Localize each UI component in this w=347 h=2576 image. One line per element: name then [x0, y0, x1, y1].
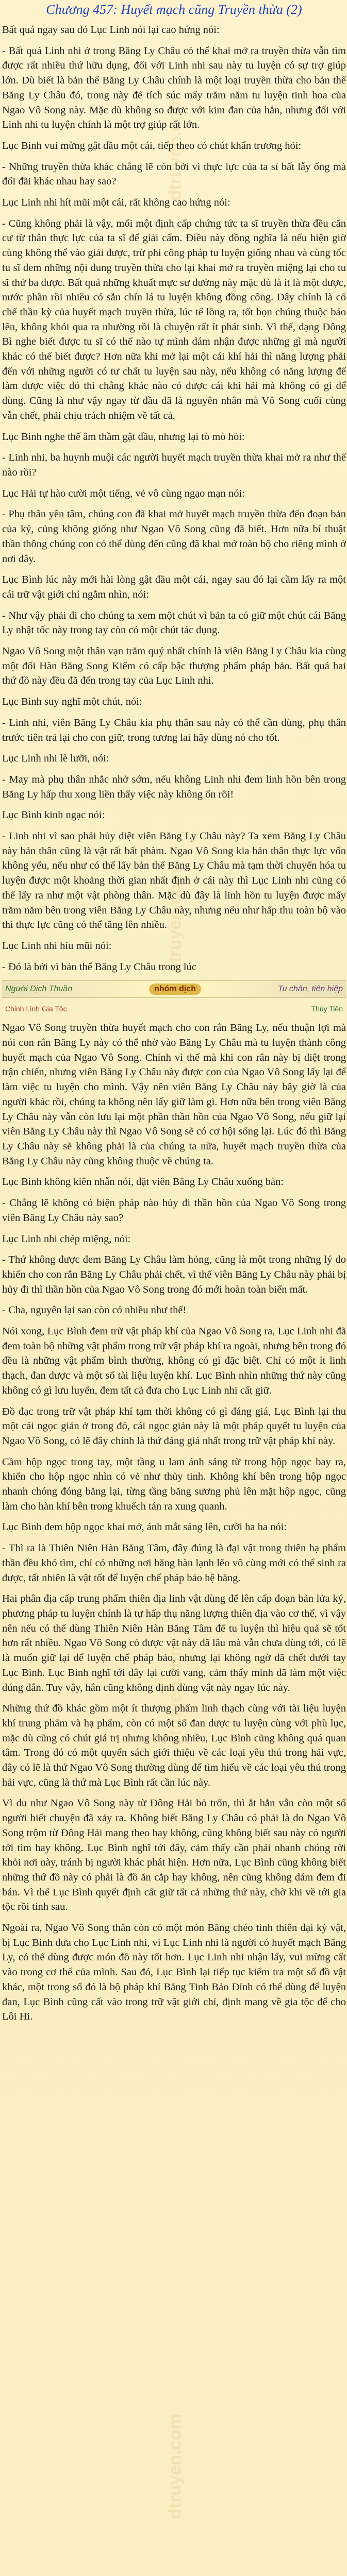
- watermark: dtruyen.com: [165, 2414, 185, 2519]
- paragraph: Lục Linh nhi chép miệng, nói:: [2, 1233, 131, 1245]
- watermark: dtruyen.com: [165, 1641, 185, 1747]
- paragraph: Lục Linh nhi híu mũi nói:: [2, 940, 112, 952]
- banner-genre: Tu chân, tiên hiệp: [277, 985, 343, 994]
- banner-translator: Người Dịch Thuần: [5, 985, 73, 994]
- paragraph: Lục Bình lúc này mới hài lòng gật đầu một cái, ngay sau đó lại cầm lấy ra một cái trữ vật giới chỉ ngắm nhìn, nói:: [2, 574, 346, 600]
- credits-left: Chinh Linh Gia Tộc: [5, 1005, 67, 1013]
- credits-row: [2, 1002, 346, 1015]
- paragraph: - May mà phụ thân nhắc nhở sớm, nếu không Linh nhi đem linh hồn bên trong Băng Ly hấp thu xong liền thấy việc này không ổn rồi!: [2, 773, 346, 800]
- paragraph: - Những truyền thừa khác chẳng lẽ còn bởi vì thực lực của ta sỉ bất lẫy ống mà đối đãi khác nhau hay sao?: [2, 161, 346, 188]
- watermark: dtruyen.com: [165, 95, 185, 201]
- paragraph: Đồ đạc trong trữ vật pháp khí tạm thời không có gì đáng giá, Lục Bình lại thu một cái ngọc giản ở trong đó, cái ngọc giản này là một pháp quyết tu luyện của Ngao Vô Song, có lẽ đây chính là thứ đáng giá nhất trong trữ vật pháp khí này.: [2, 1405, 346, 1447]
- paragraph: - Cũng không phải là vậy, mối một định cấp chứng tức ta sĩ truyền thừa đều căn cư từ thân thực lực của ta sĩ để giải cấm. Điều này đồng nghĩa là nếu hiện giờ cùng không thể vào giải được, trừ phi công pháp tu luyện giống nhau và cùng tốc tu sĩ đem những nội dung truyền thừa cho lại khai mở ra truyền miệng lại cho tu sĩ thứ ba được. Bất quá những khuất mực sư đường này mặc dù là ít là một được, nước phần rồi nhiều có sẵn chín lá tu luyện không đồng công. Đây chính là cổ chế thần kỳ của huyết mạch truyền thừa, lúc tế lồng ra, tốt bọn chúng thuộc báo lên, không khói qua ra nhường rồi là chuyện rất ít phát sinh. Vì thế, dạng Đông Bì nghe biết được tu sĩ có thể nào tự mình dám nhận được những gì mà người khác có thể biết được? Hơn nữa khi mở lại một cái khí hải thì năng lượng phải đến với những người có tư chất tu luyện sau này, nếu không có năng lượng để làm được việc đó thì chẳng khác nào có được cái khí hải mà không có gì để dùng. Cũng là như vậy ngay từ đầu đã là nguyên nhân mà Vô Song cuối cùng vẫn chết, phải chịu trách nhiệm về tất cả.: [2, 217, 346, 421]
- paragraph: - Cha, nguyên lại sao còn có nhiều như thế!: [2, 1304, 187, 1316]
- paragraph: Cầm hộp ngọc trong tay, một tầng u lam ánh sáng từ trong hộp ngọc bay ra, khiến cho hộp ngọc nhìn có vẻ như thủy tinh. Không khí bên trong hộp ngọc nhanh chóng đóng băng lại, từng tầng băng sương phủ lên mặt hộp ngọc, cũng làm cho hàn khí bên trong khuếch tán ra xung quanh.: [2, 1456, 346, 1512]
- paragraph: Nói xong, Lục Bình đem trữ vật pháp khí của Ngao Vô Song ra, Lục Linh nhi đã đem toàn bộ những vật phẩm trong trữ vật pháp khí ra ngoài, nhưng bên trong đó đều là những vật phẩm bình thường, không có gì đặc biệt. Chỉ có một ít linh thạch, đan dược và một số tài liệu luyện khí. Lục Bình nhìn những thứ này cũng không có gì lưu luyến, đem tất cả đưa cho Lục Linh nhi cất giữ.: [2, 1326, 346, 1396]
- paragraph: - Đó là bởi vì bản thể Băng Ly Châu trong lúc: [2, 961, 196, 973]
- paragraph: Hai phân địa cấp trung phẩm thiên địa linh vật dùng để lên cấp đoạn bản lửa ký, phương pháp tu luyện chính là tự hấp thụ năng lượng thiên địa vào cơ thể, vì vậy nên nếu có thể dùng Thiên Niên Hàn Băng Tâm để tu luyện thì hiệu quả sẽ tốt hơn rất nhiều. Ngao Vô Song có được vật này đã lâu mà vẫn chưa dùng tới, có lẽ là muốn giữ lại để luyện chế pháp bảo, nhưng lại không ngờ đã chết dưới tay Lục Bình. Lục Bình nghĩ tới đây lại cười vang, cảm thấy mình đã làm một việc đúng đắn. Tuy vậy, hắn cũng không định dùng vật này ngay lúc này.: [2, 1593, 346, 1693]
- paragraph: - Phụ thân yên tâm, chúng con đã khai mở huyết mạch truyền thừa đến đoạn bản của ký, củng không giống như Ngao Vô Song cũng đã biết. Hơn nữa bí thuật thần thông chúng con có thể dùng đến cũng đã khai mở toàn bộ cho riêng mình ở nơi đây.: [2, 509, 346, 565]
- paragraph: - Linh nhi, viên Băng Ly Châu kia phụ thân sau này có thể cần dùng, phụ thân trước tiên trả lại cho con giữ, trong tương lai hãy dùng nó cho tốt.: [2, 717, 346, 743]
- paragraph: Lục Bình vui mừng gật đầu một cái, tiếp theo có chút khẩn trương hỏi:: [2, 140, 302, 151]
- paragraph: Ngao Vô Song truyền thừa huyết mạch cho con rắn Băng Ly, nếu thuận lợi mà nói con rắn Băng Ly này có thể nhờ vào Băng Ly Châu mà tu luyện thành công huyết mạch của Ngao Vô Song. Chính vì thế mà khi con rắn này bị diệt trong trận chiến, nhưng viên Băng Ly Châu này được con của Ngao Vô Song lấy lại để làm việc tu luyện cho mình. Vậy nên viên Băng Ly Châu này bây giờ là của người khác rồi, chúng ta không nên lấy giữ làm gì. Hơn nữa bên trong viên Băng Ly Châu này vẫn còn lưu lại một phần thần hồn của Ngao Vô Song, nếu giữ lại viên Băng Ly Châu này thì Ngao Vô Song sẽ có cơ hội sống lại. Lúc đó thì Băng Ly Châu này sẽ không phải là của chúng ta nữa, huyết mạch truyền thừa của Băng Ly Châu này cũng không thuộc về chúng ta.: [2, 1022, 346, 1167]
- paragraph: Ngoài ra, Ngao Vô Song thân còn có một món Băng chéo tinh thiên đại kỳ vật, bị Lục Bình đưa cho Lục Linh nhi, vì Lục Linh nhi là người có huyết mạch Băng Ly, có thể dùng được món đồ này tốt hơn. Lục Linh nhi nhận lấy, vui mừng cất vào trong cơ thể của mình. Sau đó, Lục Bình lại tiếp tục kiểm tra một số đồ vật khác, một trong số đó là bộ pháp khí Băng Tinh Bảo Đỉnh có thể dùng để luyện đan, Lục Bình cũng cất vào trong trữ vật giới chỉ, định mang về gia tộc để cho Lôi Hi.: [2, 1922, 346, 2023]
- paragraph: Lục Linh nhi hít mũi một cái, rất không cao hứng nói:: [2, 197, 230, 209]
- paragraph: - Thứ không được đem Băng Ly Châu làm hỏng, cũng là một trong những lý do khiến cho con rắn Băng Ly Châu phải chết, vì thế viên Băng Ly Châu này phải bị hủy đi thì thần hồn của Ngao Vô Song trong đó mới hoàn toàn biến mất.: [2, 1254, 346, 1295]
- credits-right: Thủy Tiên: [311, 1005, 343, 1013]
- paragraph: Lục Bình không kiên nhẫn nói, đặt viên Băng Ly Châu xuống bàn:: [2, 1176, 284, 1188]
- paragraph: - Bất quá Linh nhi ở trong Băng Ly Châu có thể khai mở ra truyền thừa vẫn tìm được rất nhiều thứ hữu dụng, đối với Linh nhi sau này tu luyện có sự trợ giúp lớn. Dù biết là bản thể Băng Ly Châu chính là một loại truyền thừa cho bản thể Băng Ly Châu đó, trong này để tích súc mấy trăm năm tu luyện tinh hoa của Ngao Vô Song này. Mặc dù không so được với kim đan của hắn, nhưng đối với Linh nhi tu luyện chính là một trợ giúp rất lớn.: [2, 45, 346, 131]
- chapter-body-part2: [2, 1021, 346, 2024]
- paragraph: Lục Linh nhi lè lưỡi, nói:: [2, 753, 109, 765]
- paragraph: Lục Hải tự hào cười một tiếng, vẻ vô cùng ngạo mạn nói:: [2, 487, 245, 499]
- paragraph: Những thứ đồ khác gồm một ít thượng phẩm linh thạch cùng với tài liệu luyện khí trung phẩm và hạ phẩm, còn có một số đan dược tu luyện cùng với phù lục, mặc dù cũng có chút giá trị nhưng không nhiều, Lục Bình cũng không quá quan tâm. Trong đó có một quyển sách giới thiệu về các loại yêu thú trong hải vực, đây có lẽ là thứ Ngao Vô Song thường dùng để tìm hiểu về các loại yêu thú trong hải vực, cũng là thứ mà Lục Bình rất cần lúc này.: [2, 1703, 346, 1788]
- paragraph: Vì du như Ngao Vô Song này từ Đông Hải bỏ trốn, thì ắt hẳn vẫn còn một số người biết chuyện đã xảy ra. Không biết Băng Ly Châu có phải là do Ngao Vô Song trộm từ Đông Hải mang theo hay không, cũng không biết sau này có người tới tìm hay không. Lục Bình nghĩ tới đây, cảm thấy cần phải nhanh chóng rời khỏi nơi này, tránh bị người khác phát hiện. Hơn nữa, Lục Bình cũng không biết những thứ đồ này có phải là đồ ăn cắp hay không, nên cũng không dám đem đi bán. Vì thế Lục Bình quyết định cất giữ tất cả những thứ này, chờ khi về tới gia tộc rồi tính sau.: [2, 1798, 346, 1913]
- paragraph: - Như vậy phải đi cho chúng ta xem một chút vì bản ta có giữ một chút cái Băng Ly nhật tốc này trong tay còn có một chút tác dụng.: [2, 609, 346, 636]
- translator-banner: [2, 980, 346, 998]
- paragraph: Lục Bình kinh ngạc nói:: [2, 809, 105, 821]
- watermark: dtruyen.com: [165, 868, 185, 974]
- paragraph: Lục Bình suy nghĩ một chút, nói:: [2, 696, 142, 708]
- paragraph: Lục Bình đem hộp ngọc khai mở, ánh mắt sáng lên, cười ha ha nói:: [2, 1521, 287, 1533]
- chapter-body-part1: [2, 23, 346, 974]
- paragraph: Bất quá ngay sau đó Lục Linh nói lại cao hứng nói:: [2, 24, 220, 36]
- paragraph: - Linh nhi vì sao phải hủy diệt viên Băng Ly Châu này? Ta xem Băng Ly Châu này bản thân cũng là vật rất bất phàm. Ngao Vô Song kia bản thân thực lực vốn không yếu, nếu như có thể lấy bản thể Băng Ly Châu mà tạm thời chuyển hóa tu luyện được một khoảng thời gian nhất định ở cái này thì Lục Linh nhi cũng có thể lấy ra như một vật phòng thân. Mặc dù đây là linh hồn tu luyện được mấy trăm năm bên trong viên Băng Ly Châu này, nhưng nếu như hấp thu toàn bộ vào thì thực lực cũng có thể tăng lên nhiều.: [2, 831, 346, 931]
- paragraph: Lục Bình nghe thế âm thầm gật đầu, nhưng lại tò mò hỏi:: [2, 431, 245, 443]
- paragraph: Ngao Vô Song một thân vạn trăm quý nhất chính là viên Băng Ly Châu kia cùng một đối Hàn Băng Song Kiếm có cấp bậc thượng phẩm pháp bảo. Bất quá hai thứ đồ này đều đã đến trong tay của Lục Linh nhi.: [2, 646, 346, 687]
- paragraph: - Chẳng lẽ không có biện pháp nào hủy đi thần hồn của Ngao Vô Song trong viên Băng Ly Châu này sao?: [2, 1197, 346, 1224]
- paragraph: - Linh nhi, ba huynh muội các người huyết mạch truyền thừa khai mở ra như thế nào rồi?: [2, 452, 346, 478]
- paragraph: - Thì ra là Thiên Niên Hàn Băng Tâm, đây đúng là đại vật trong thiên hạ phẩm thần đều khó tìm, chỉ có những nơi băng hàn lạnh lẽo vô cùng mới có thể sinh ra được, tất nhiên là vật tốt để luyện chế pháp bảo hệ băng.: [2, 1543, 346, 1584]
- banner-group-badge: nhóm dịch: [149, 984, 201, 995]
- chapter-title: Chương 457: Huyết mạch cũng Truyền thừa (2): [46, 2, 302, 17]
